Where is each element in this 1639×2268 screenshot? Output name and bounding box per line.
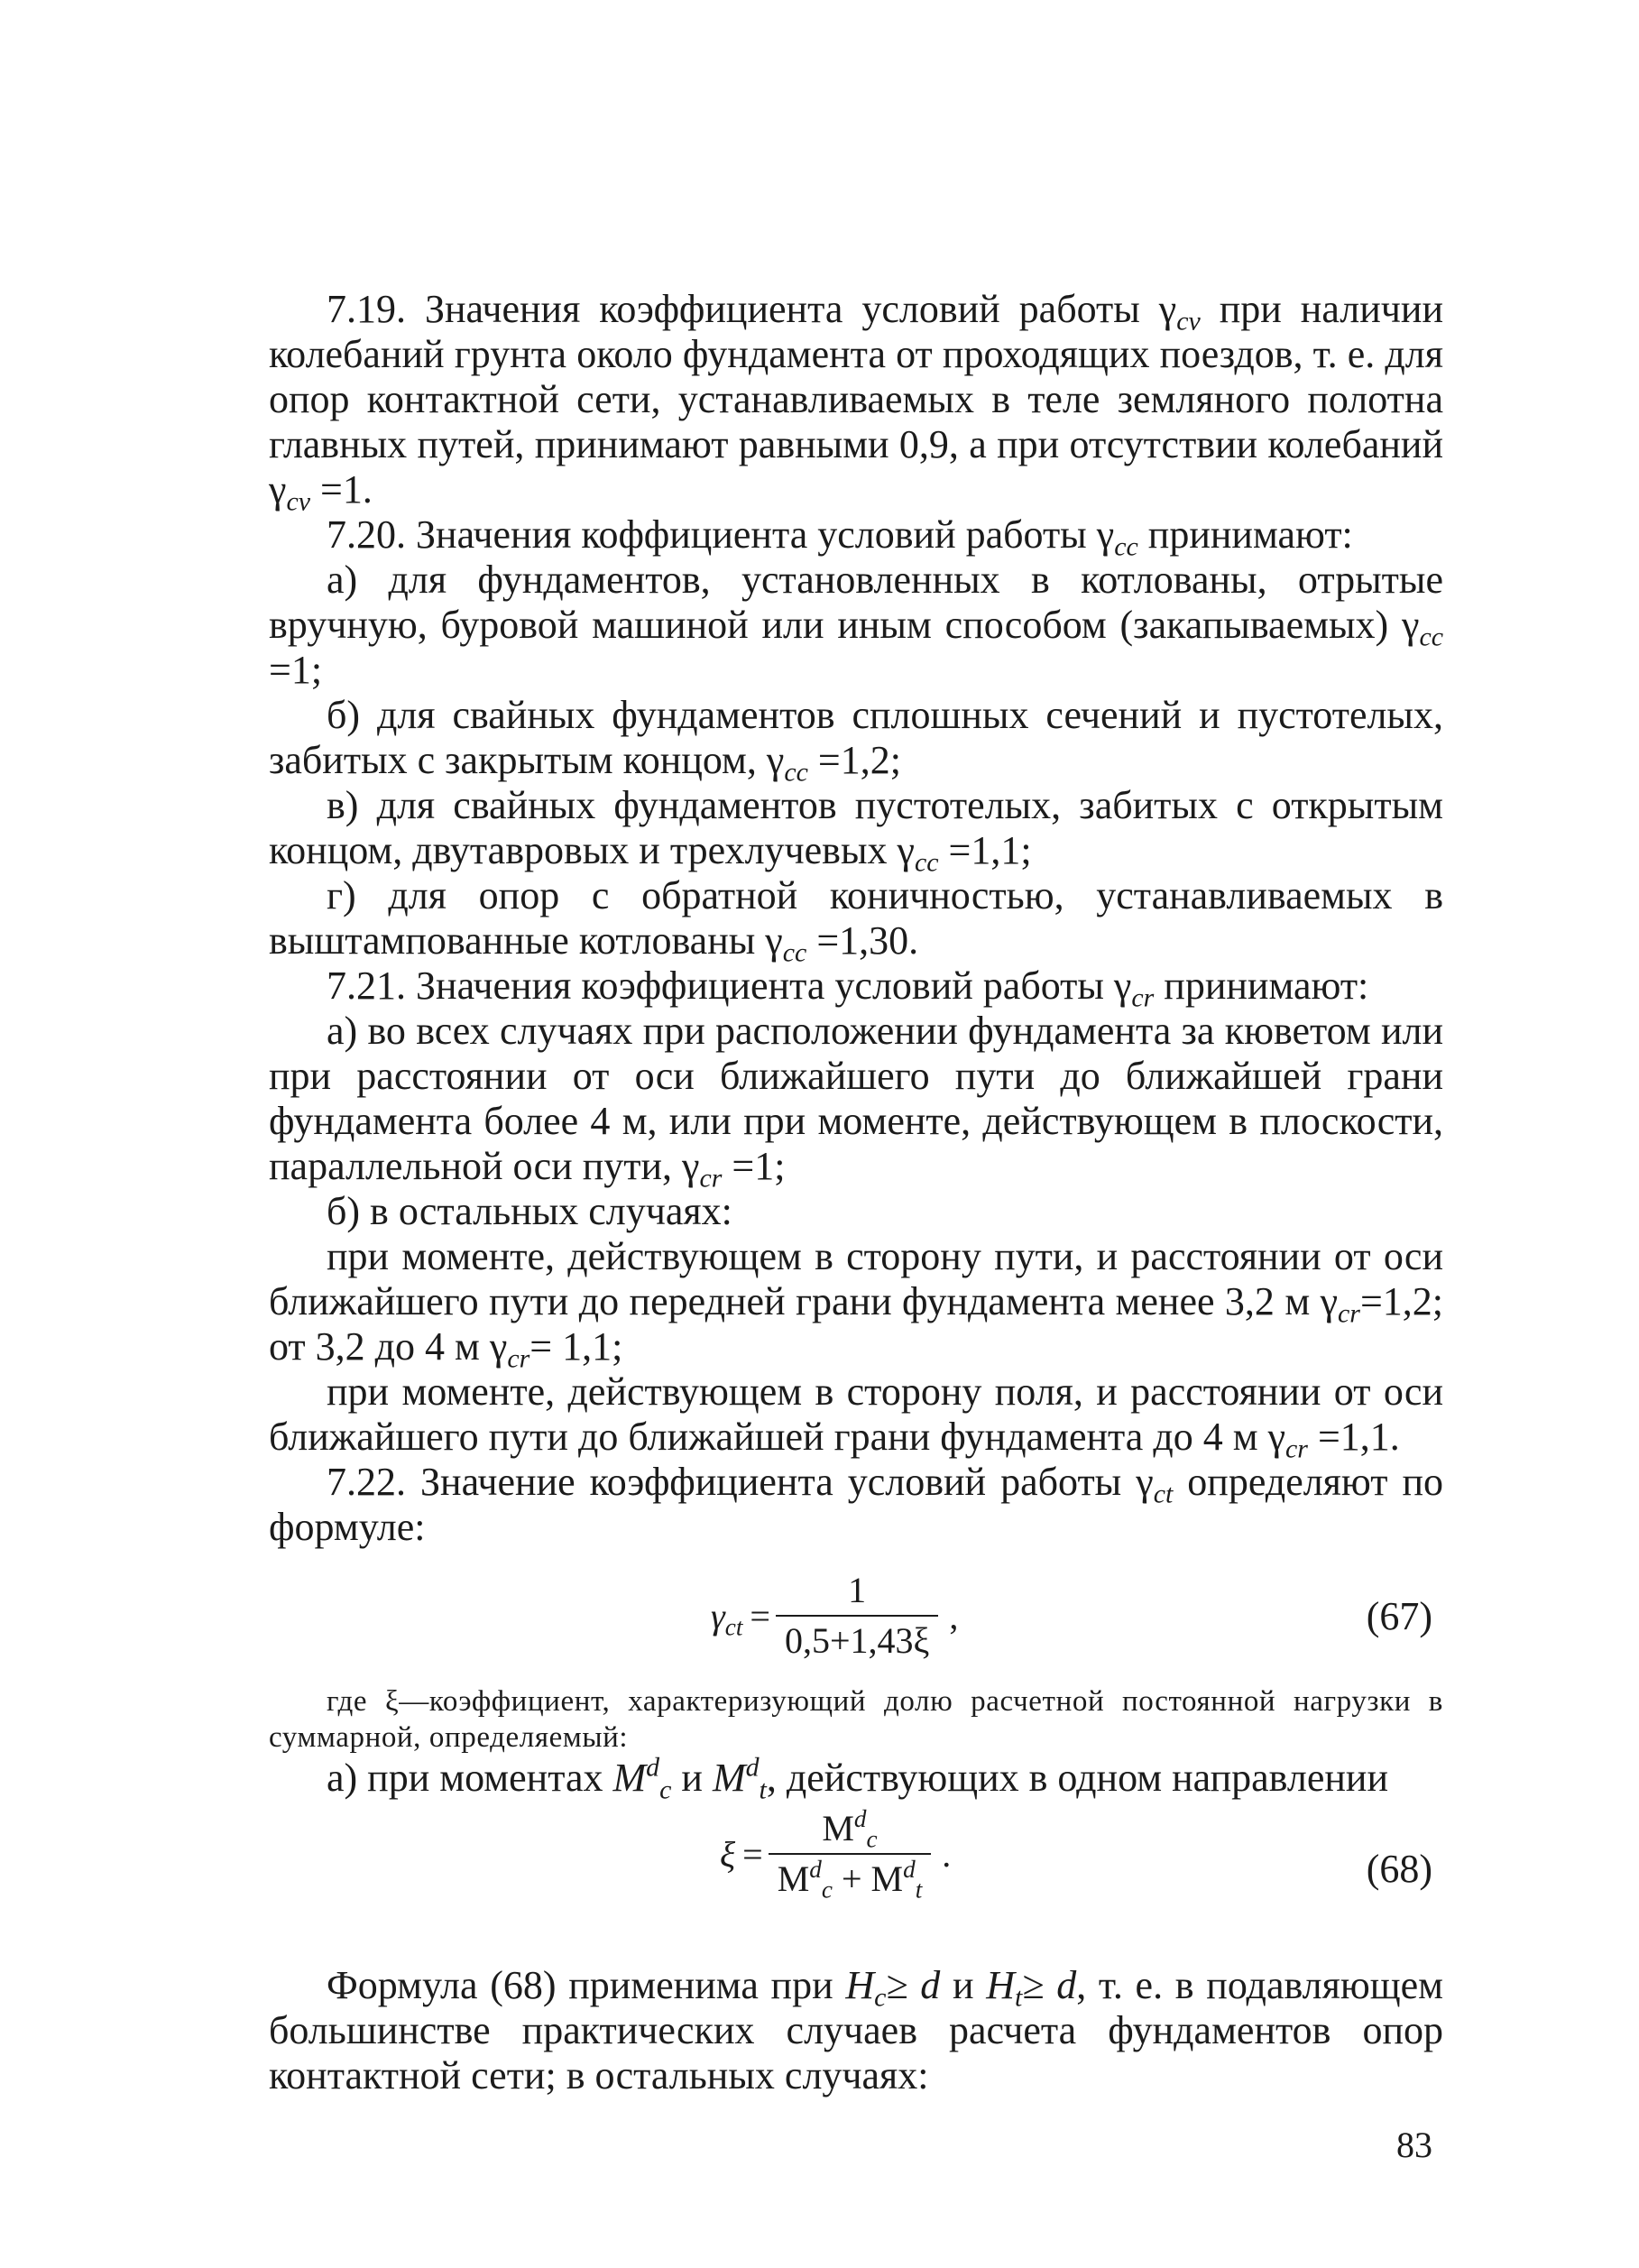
- paragraph-7-21-b: б) в остальных случаях:: [327, 1189, 732, 1233]
- formula-68: [720, 1805, 952, 1904]
- paragraph-7-20-d: г) для опор с обратной коничностью, устанавливаемых в выштампованные котлованы $\gamma_{cc} =1,30$.: [269, 873, 1443, 968]
- formula-68-denominator: $M^d_c + M^d_t$: [777, 1856, 923, 1904]
- paragraph-formula-68-applicability: Формула (68) применима при $H_c\ge d$ и $H_t\ge d$, т. е. в подавляющем большинстве практических случаев расчета фундаментов опор контактной сети; в остальных случаях:: [269, 1963, 1443, 2097]
- paragraph-7-20: 7.20. Значения коффициента условий работы $\gamma_{cc}$ принимают:: [327, 512, 1353, 562]
- formula-68-lhs: ξ: [720, 1833, 736, 1875]
- formula-67-row: [269, 1563, 1443, 1674]
- paragraph-7-20-b: б) для свайных фундаментов сплошных сечений и пустотелых, забитых с закрытым концом, $\gamma_{cc} =1,2$;: [269, 693, 1443, 788]
- formula-67-comma: ,: [949, 1595, 959, 1636]
- formula-68-fraction: [769, 1805, 932, 1904]
- paragraph-7-21-b-toward-track: при моменте, действующем в сторону пути, и расстоянии от оси ближайшего пути до передней грани фундамента менее 3,2 м $\gamma_{cr}=1,2$; от 3,2 до 4 м $\gamma_{cr}= 1,1$;: [269, 1234, 1443, 1374]
- formula-67-fraction: [776, 1570, 938, 1662]
- paragraph-7-20-c: в) для свайных фундаментов пустотелых, забитых с открытым концом, двутавровых и трехлучевых $\gamma_{cc} =1,1$;: [269, 783, 1443, 878]
- formula-67-numerator: 1: [848, 1570, 867, 1610]
- formula-68-numerator: $M^d_c$: [822, 1805, 878, 1853]
- formula-67-denominator: 0,5+1,43ξ: [784, 1620, 930, 1661]
- document-body: [269, 287, 1443, 2098]
- equation-number-67: (67): [1366, 1594, 1432, 1638]
- formula-67-equals: =: [750, 1595, 770, 1636]
- paragraph-7-20-a: а) для фундаментов, установленных в котлованы, отрытые вручную, буровой машиной или иным способом (закапываемых) $\gamma_{cc} =1$;: [269, 558, 1443, 692]
- formula-67: [711, 1570, 958, 1662]
- paragraph-7-21-a: а) во всех случаях при расположении фундамента за кюветом или при расстоянии от оси ближайшего пути до ближайшей грани фундамента более 4 м, или при моменте, действующем в плоскости, параллельной оси пути, $\gamma_{cr} =1$;: [269, 1009, 1443, 1194]
- paragraph-7-21: 7.21. Значения коэффициента условий работы $\gamma_{cr}$ принимают:: [327, 963, 1369, 1013]
- formula-67-lhs: $\gamma_{ct}$: [711, 1595, 743, 1641]
- paragraph-7-19: 7.19. Значения коэффициента условий работы $\gamma_{cv}$ при наличии колебаний грунта около фундамента от проходящих поездов, т. е. для опор контактной сети, устанавливаемых в теле земляного полотна главных путей, принимают равными 0,9, а при отсутствии колебаний $\gamma_{cv} =1$.: [269, 287, 1443, 517]
- paragraph-7-22-a: а) при моментах $M^d_c$ и $M^d_t$, действующих в одном направлении: [327, 1752, 1388, 1805]
- paragraph-7-22: 7.22. Значение коэффициента условий работы $\gamma_{ct}$ определяют по формуле:: [269, 1460, 1443, 1549]
- equation-number-68: (68): [1366, 1847, 1432, 1891]
- page-number: 83: [1396, 2125, 1432, 2165]
- paragraph-7-21-b-toward-field: при моменте, действующем в сторону поля, и расстоянии от оси ближайшего пути до ближайшей грани фундамента до 4 м $\gamma_{cr} =1,1$.: [269, 1369, 1443, 1464]
- formula-68-period: .: [942, 1833, 952, 1875]
- formula-68-row: [269, 1806, 1443, 1932]
- formula-68-equals: =: [742, 1833, 763, 1875]
- paragraph-xi-definition: где ξ—коэффициент, характеризующий долю расчетной постоянной нагрузки в суммарной, определяемый:: [269, 1685, 1443, 1754]
